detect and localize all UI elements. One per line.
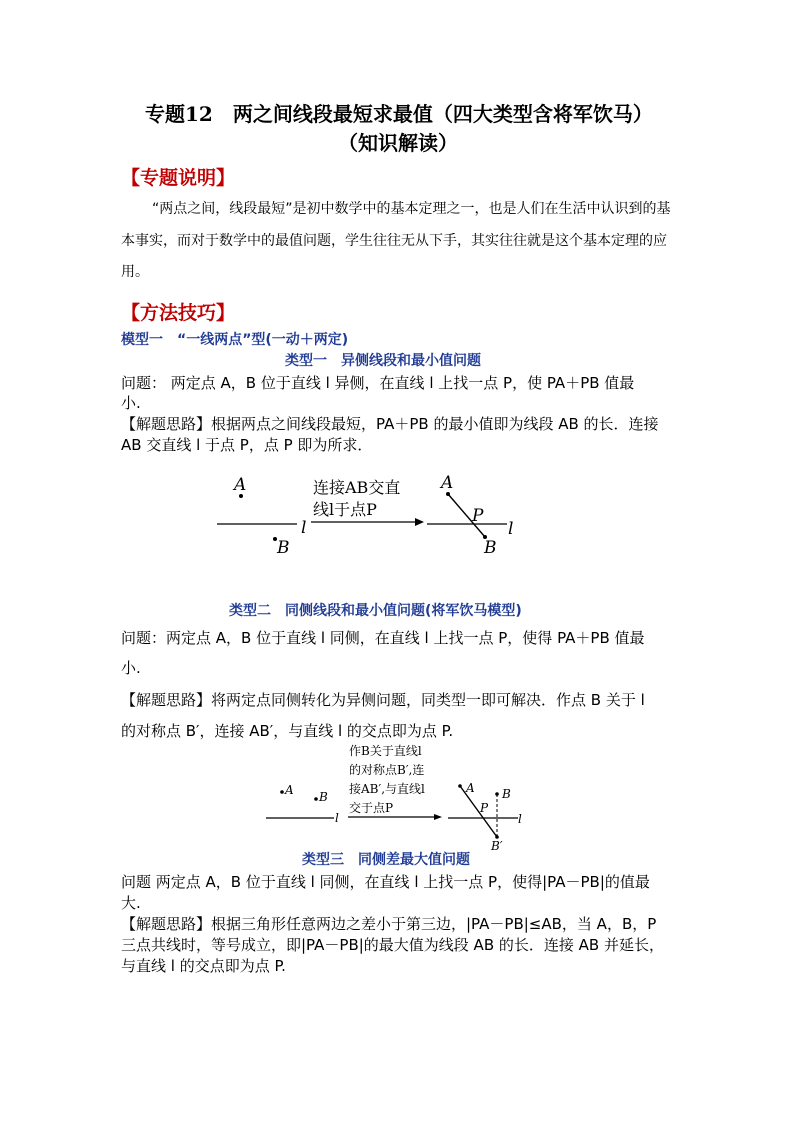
point-label-P: P — [472, 506, 484, 526]
arrow-note: 线l于点P — [313, 500, 377, 519]
type2-idea: 的对称点 B′，连接 AB′，与直线 l 的交点即为点 P. — [121, 722, 454, 740]
type3-title: 类型三 同侧差最大值问题 — [302, 852, 470, 868]
type3-idea: 【解题思路】根据三角形任意两边之差小于第三边，|PA－PB|≤AB，当 A，B，P — [121, 915, 657, 933]
line-label-l: l — [301, 518, 307, 538]
intro-line: 用。 — [121, 264, 149, 280]
type2-problem: 小. — [121, 659, 141, 677]
model-title: 模型一 “一线两点”型(一动＋两定) — [121, 332, 349, 348]
arrow-note: 交于点P — [349, 801, 394, 815]
type3-problem: 问题 两定点 A，B 位于直线 l 同侧，在直线 l 上找一点 P，使得|PA－PB|的值最 — [121, 873, 650, 891]
type3-problem: 大. — [121, 894, 141, 912]
point-label-P: P — [480, 801, 489, 815]
line-label-l: l — [508, 519, 514, 539]
point-label-A: A — [466, 781, 475, 795]
type2-problem: 问题：两定点 A，B 位于直线 l 同侧，在直线 l 上找一点 P，使得 PA＋PB 值最 — [121, 629, 645, 647]
type1-title: 类型一 异侧线段和最小值问题 — [285, 353, 481, 369]
arrow-note: 作B关于直线l — [349, 744, 422, 758]
point-label-B: B — [319, 790, 328, 804]
point-label-A: A — [441, 473, 454, 493]
point-label-B: B — [484, 538, 497, 558]
type1-problem: 问题： 两定点 A，B 位于直线 l 异侧，在直线 l 上找一点 P，使 PA＋PB 值最 — [121, 374, 635, 392]
section-heading-method: 【方法技巧】 — [121, 302, 236, 324]
arrow-note: 的对称点B′,连 — [349, 763, 425, 777]
point-label-A: A — [234, 475, 247, 495]
page-title: 专题12 两之间线段最短求最值（四大类型含将军饮马） — [145, 102, 653, 126]
point-label-B: B — [277, 538, 290, 558]
type2-title: 类型二 同侧线段和最小值问题(将军饮马模型) — [229, 603, 522, 619]
type3-idea: 与直线 l 的交点即为点 P. — [121, 957, 286, 975]
line-label-l: l — [335, 811, 339, 825]
page-subtitle: （知识解读） — [338, 131, 458, 155]
type2-figure — [262, 742, 542, 854]
point-label-A: A — [285, 783, 294, 797]
arrow-note: 连接AB交直 — [313, 478, 401, 497]
line-label-l: l — [518, 812, 522, 826]
type1-idea: 【解题思路】根据两点之间线段最短，PA＋PB 的最小值即为线段 AB 的长．连接 — [121, 415, 659, 433]
type2-idea: 【解题思路】将两定点同侧转化为异侧问题，同类型一即可解决．作点 B 关于 l — [121, 691, 645, 709]
type3-idea: 三点共线时，等号成立，即|PA－PB|的最大值为线段 AB 的长．连接 AB 并延长， — [121, 936, 664, 954]
point-label-B: B — [502, 787, 511, 801]
type1-problem: 小. — [121, 394, 141, 412]
intro-line: “两点之间，线段最短”是初中数学中的基本定理之一，也是人们在生活中认识到的基 — [152, 201, 671, 217]
arrow-note: 接AB′,与直线l — [349, 782, 425, 796]
type1-figure — [205, 470, 535, 562]
type1-idea: AB 交直线 l 于点 P，点 P 即为所求． — [121, 436, 373, 454]
intro-line: 本事实，而对于数学中的最值问题，学生往往无从下手，其实往往就是这个基本定理的应 — [121, 233, 667, 249]
section-heading-intro: 【专题说明】 — [121, 167, 236, 189]
point-label-Bprime: B′ — [491, 839, 503, 853]
